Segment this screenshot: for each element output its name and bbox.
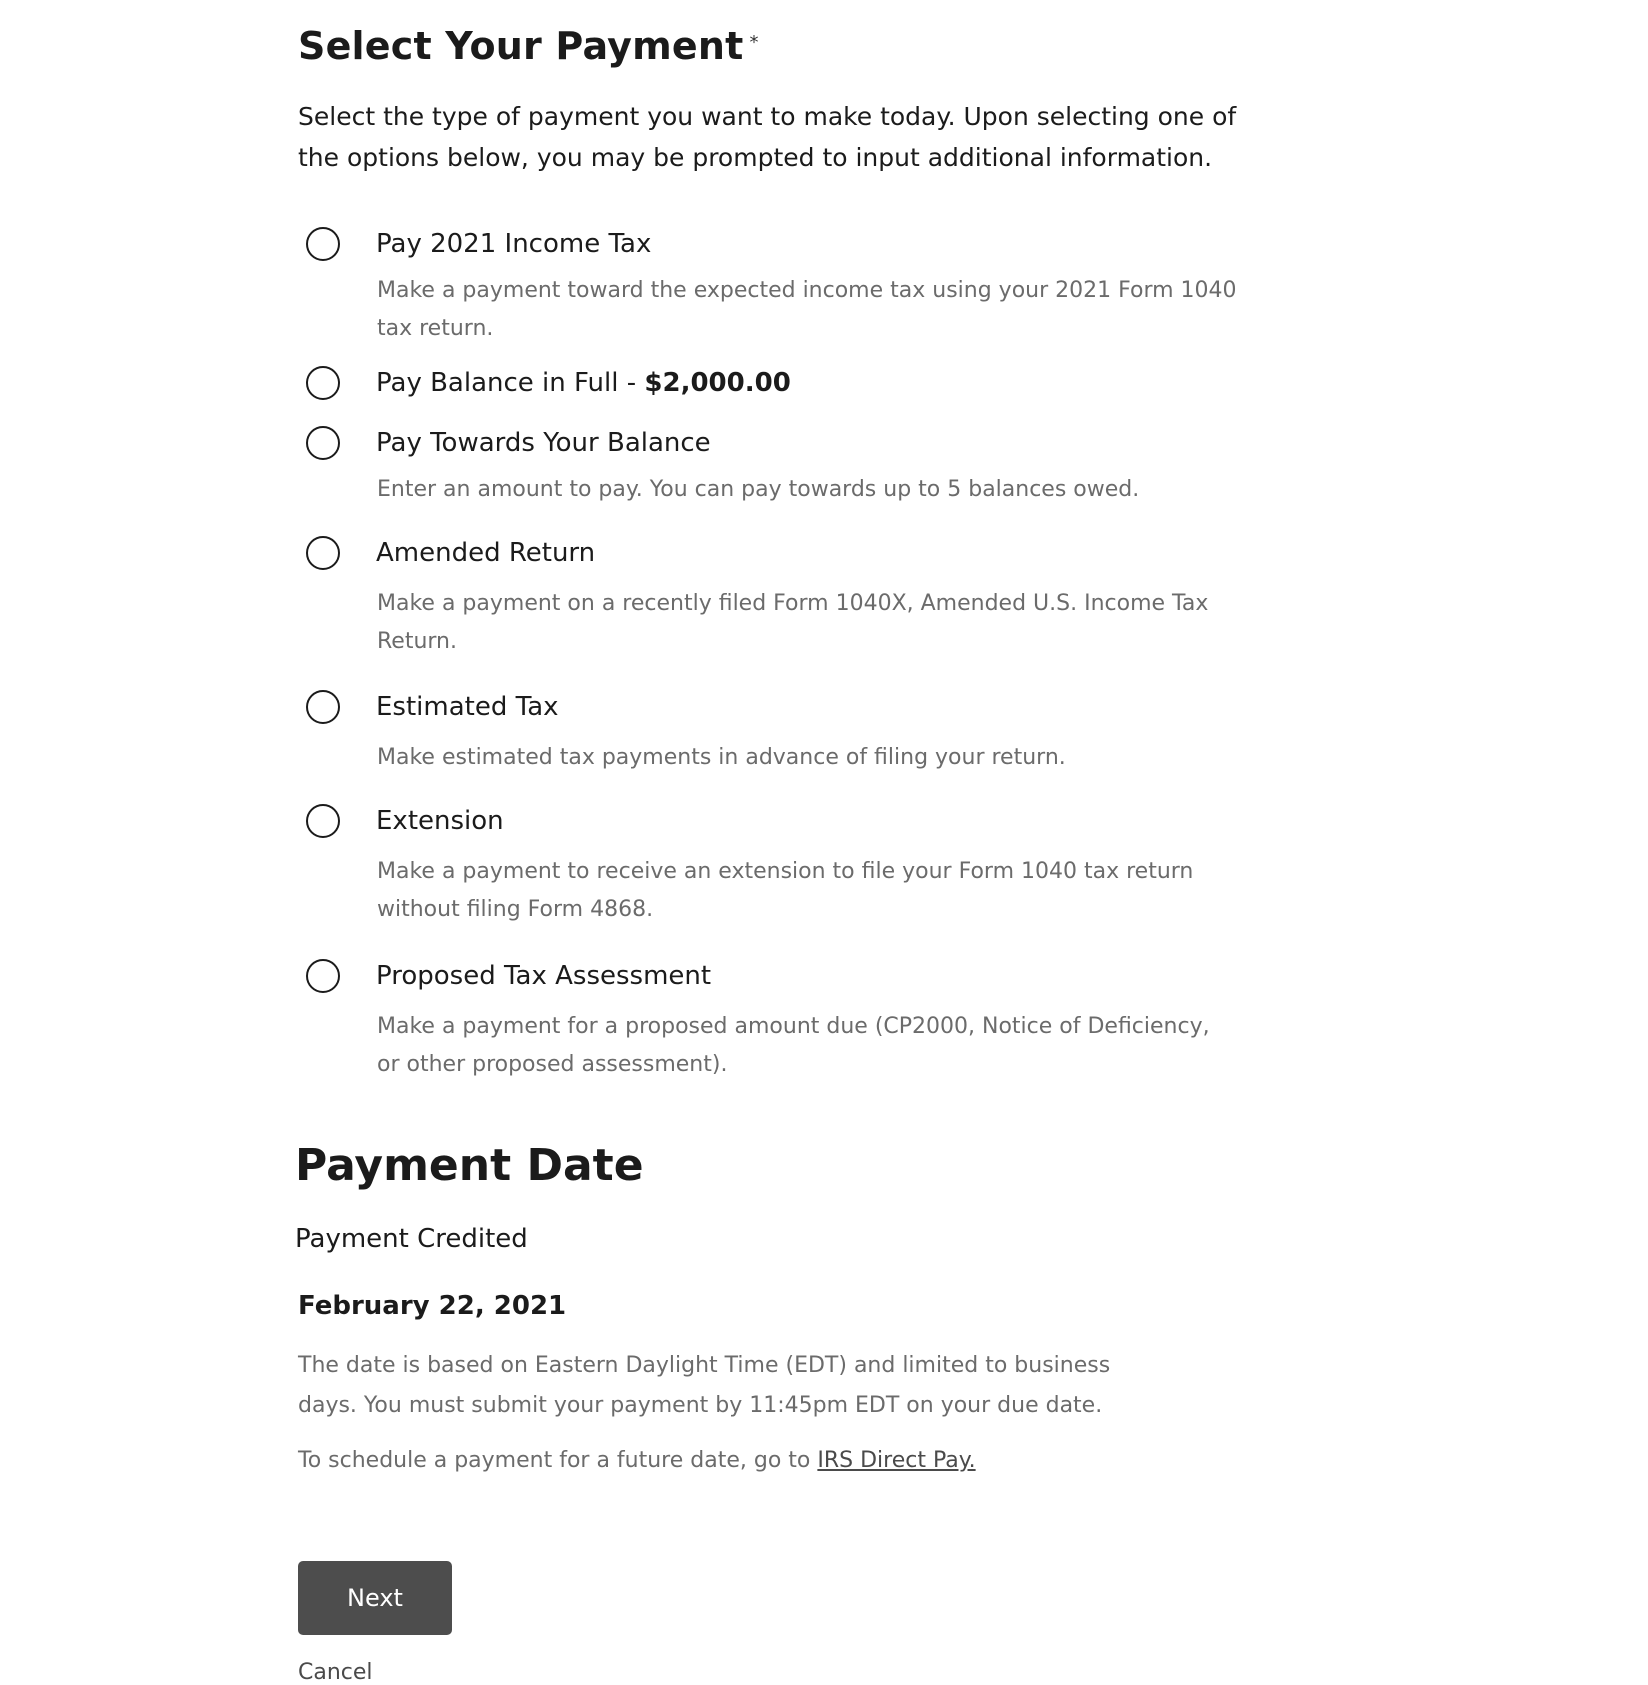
radio-button[interactable] xyxy=(306,426,340,460)
option-label[interactable]: Extension xyxy=(376,806,504,836)
option-description: Make a payment toward the expected income tax using your 2021 Form 1040 tax return. xyxy=(377,278,1237,341)
option-label[interactable]: Estimated Tax xyxy=(376,692,559,722)
option-label[interactable]: Pay 2021 Income Tax xyxy=(376,229,652,259)
option-label[interactable]: Pay Towards Your Balance xyxy=(376,428,711,458)
payment-credited-date: February 22, 2021 xyxy=(298,1291,567,1321)
radio-button[interactable] xyxy=(306,536,340,570)
option-description: Make a payment to receive an extension to file your Form 1040 tax return without filing Form 4868. xyxy=(377,859,1194,922)
option-description: Make a payment on a recently filed Form 1040X, Amended U.S. Income Tax Return. xyxy=(377,591,1209,654)
radio-button[interactable] xyxy=(306,366,340,400)
radio-button[interactable] xyxy=(306,690,340,724)
option-label[interactable]: Amended Return xyxy=(376,538,596,568)
radio-button[interactable] xyxy=(306,959,340,993)
option-description: Make a payment for a proposed amount due (CP2000, Notice of Deficiency, or other proposed assessment). xyxy=(377,1014,1210,1077)
select-payment-title-text: Select Your Payment xyxy=(298,24,744,68)
option-label[interactable]: Proposed Tax Assessment xyxy=(376,961,712,991)
next-button[interactable]: Next xyxy=(298,1561,452,1635)
radio-button[interactable] xyxy=(306,227,340,261)
payment-credited-label: Payment Credited xyxy=(295,1224,528,1254)
irs-direct-pay-link[interactable]: IRS Direct Pay. xyxy=(817,1448,976,1473)
cancel-link[interactable]: Cancel xyxy=(298,1660,373,1685)
payment-date-title: Payment Date xyxy=(295,1140,644,1191)
option-description: Make estimated tax payments in advance of filing your return. xyxy=(377,745,1066,770)
select-payment-intro: Select the type of payment you want to make today. Upon selecting one of the options below, you may be prompted to input additional information. xyxy=(298,102,1237,172)
select-payment-title xyxy=(298,24,759,68)
option-label-text[interactable]: Pay Balance in Full - xyxy=(376,368,645,398)
radio-button[interactable] xyxy=(306,804,340,838)
balance-amount: $2,000.00 xyxy=(644,368,791,398)
option-description: Enter an amount to pay. You can pay towards up to 5 balances owed. xyxy=(377,477,1140,502)
schedule-note xyxy=(298,1448,976,1473)
payment-date-note: The date is based on Eastern Daylight Time (EDT) and limited to business days. You must submit your payment by 11:45pm EDT on your due date. xyxy=(298,1353,1111,1418)
required-marker: * xyxy=(749,32,759,53)
option-label[interactable] xyxy=(376,366,791,400)
schedule-note-text: To schedule a payment for a future date, go to xyxy=(298,1448,818,1473)
